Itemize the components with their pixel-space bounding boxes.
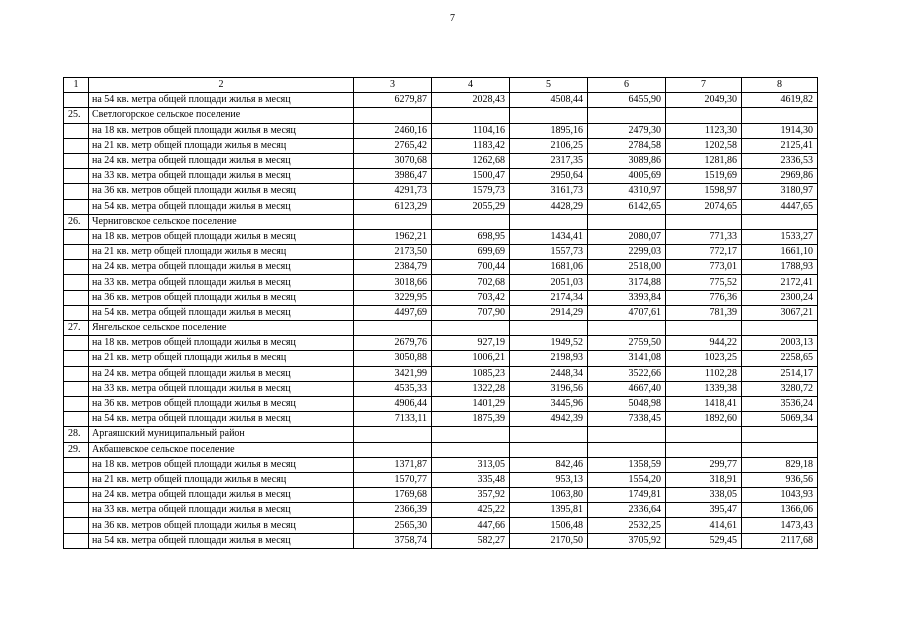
value-cell bbox=[588, 108, 666, 123]
row-label: на 21 кв. метр общей площади жилья в месяц bbox=[89, 138, 354, 153]
value-cell: 1043,93 bbox=[742, 488, 818, 503]
table-row bbox=[64, 138, 818, 153]
value-cell bbox=[742, 442, 818, 457]
value-cell: 4497,69 bbox=[354, 305, 432, 320]
row-label: на 21 кв. метр общей площади жилья в месяц bbox=[89, 245, 354, 260]
header-cell: 8 bbox=[742, 78, 818, 93]
value-cell: 3421,99 bbox=[354, 366, 432, 381]
value-cell: 3174,88 bbox=[588, 275, 666, 290]
value-cell: 702,68 bbox=[432, 275, 510, 290]
row-label: на 54 кв. метра общей площади жилья в месяц bbox=[89, 305, 354, 320]
table-row bbox=[64, 169, 818, 184]
value-cell: 2074,65 bbox=[666, 199, 742, 214]
row-label: на 54 кв. метра общей площади жилья в месяц bbox=[89, 199, 354, 214]
row-label: на 33 кв. метра общей площади жилья в месяц bbox=[89, 275, 354, 290]
value-cell: 1339,38 bbox=[666, 381, 742, 396]
value-cell bbox=[666, 214, 742, 229]
value-cell: 2336,53 bbox=[742, 153, 818, 168]
value-cell bbox=[742, 214, 818, 229]
value-cell: 3536,24 bbox=[742, 396, 818, 411]
row-label: на 54 кв. метра общей площади жилья в месяц bbox=[89, 533, 354, 548]
value-cell: 936,56 bbox=[742, 472, 818, 487]
value-cell: 1371,87 bbox=[354, 457, 432, 472]
value-cell bbox=[354, 427, 432, 442]
row-index bbox=[64, 457, 89, 472]
row-index: 29. bbox=[64, 442, 89, 457]
value-cell: 1962,21 bbox=[354, 229, 432, 244]
value-cell: 4428,29 bbox=[510, 199, 588, 214]
table-row bbox=[64, 199, 818, 214]
value-cell bbox=[588, 321, 666, 336]
value-cell: 2759,50 bbox=[588, 336, 666, 351]
value-cell: 2317,35 bbox=[510, 153, 588, 168]
value-cell bbox=[432, 442, 510, 457]
value-cell: 1281,86 bbox=[666, 153, 742, 168]
value-cell bbox=[510, 108, 588, 123]
value-cell: 1554,20 bbox=[588, 472, 666, 487]
value-cell: 2914,29 bbox=[510, 305, 588, 320]
value-cell bbox=[742, 427, 818, 442]
table-row bbox=[64, 518, 818, 533]
row-label: на 24 кв. метра общей площади жилья в месяц bbox=[89, 366, 354, 381]
row-label: на 21 кв. метр общей площади жилья в месяц bbox=[89, 472, 354, 487]
row-index: 27. bbox=[64, 321, 89, 336]
table-row bbox=[64, 184, 818, 199]
table-row bbox=[64, 412, 818, 427]
header-cell: 3 bbox=[354, 78, 432, 93]
row-label: на 18 кв. метров общей площади жилья в месяц bbox=[89, 123, 354, 138]
value-cell: 4291,73 bbox=[354, 184, 432, 199]
value-cell: 1681,06 bbox=[510, 260, 588, 275]
value-cell: 1769,68 bbox=[354, 488, 432, 503]
value-cell bbox=[588, 427, 666, 442]
value-cell: 4535,33 bbox=[354, 381, 432, 396]
row-index bbox=[64, 518, 89, 533]
value-cell bbox=[588, 442, 666, 457]
row-index bbox=[64, 169, 89, 184]
value-cell: 4310,97 bbox=[588, 184, 666, 199]
value-cell: 2170,50 bbox=[510, 533, 588, 548]
row-label: на 18 кв. метров общей площади жилья в месяц bbox=[89, 457, 354, 472]
value-cell: 1366,06 bbox=[742, 503, 818, 518]
value-cell: 425,22 bbox=[432, 503, 510, 518]
row-index bbox=[64, 381, 89, 396]
value-cell: 1358,59 bbox=[588, 457, 666, 472]
value-cell: 1183,42 bbox=[432, 138, 510, 153]
row-index bbox=[64, 275, 89, 290]
row-label: Акбашевское сельское поселение bbox=[89, 442, 354, 457]
value-cell: 2117,68 bbox=[742, 533, 818, 548]
value-cell: 3522,66 bbox=[588, 366, 666, 381]
row-index bbox=[64, 93, 89, 108]
value-cell: 2173,50 bbox=[354, 245, 432, 260]
value-cell bbox=[666, 442, 742, 457]
row-index bbox=[64, 199, 89, 214]
value-cell bbox=[432, 108, 510, 123]
value-cell: 2969,86 bbox=[742, 169, 818, 184]
row-index bbox=[64, 396, 89, 411]
value-cell bbox=[742, 108, 818, 123]
value-cell: 1102,28 bbox=[666, 366, 742, 381]
value-cell: 1085,23 bbox=[432, 366, 510, 381]
header-cell: 1 bbox=[64, 78, 89, 93]
row-index bbox=[64, 123, 89, 138]
value-cell: 1322,28 bbox=[432, 381, 510, 396]
value-cell bbox=[432, 427, 510, 442]
value-cell: 2028,43 bbox=[432, 93, 510, 108]
value-cell: 2299,03 bbox=[588, 245, 666, 260]
value-cell: 703,42 bbox=[432, 290, 510, 305]
row-label: на 54 кв. метра общей площади жилья в месяц bbox=[89, 93, 354, 108]
value-cell bbox=[354, 108, 432, 123]
value-cell: 2384,79 bbox=[354, 260, 432, 275]
row-index bbox=[64, 533, 89, 548]
value-cell: 7133,11 bbox=[354, 412, 432, 427]
value-cell: 771,33 bbox=[666, 229, 742, 244]
table-row bbox=[64, 488, 818, 503]
row-index bbox=[64, 290, 89, 305]
row-label: на 54 кв. метра общей площади жилья в месяц bbox=[89, 412, 354, 427]
value-cell: 2518,00 bbox=[588, 260, 666, 275]
value-cell: 1104,16 bbox=[432, 123, 510, 138]
value-cell: 4447,65 bbox=[742, 199, 818, 214]
value-cell: 7338,45 bbox=[588, 412, 666, 427]
row-index bbox=[64, 412, 89, 427]
value-cell: 1262,68 bbox=[432, 153, 510, 168]
value-cell: 2448,34 bbox=[510, 366, 588, 381]
table-row bbox=[64, 260, 818, 275]
page-number: 7 bbox=[450, 13, 455, 24]
value-cell: 1506,48 bbox=[510, 518, 588, 533]
value-cell: 582,27 bbox=[432, 533, 510, 548]
value-cell: 781,39 bbox=[666, 305, 742, 320]
row-index bbox=[64, 260, 89, 275]
table-row bbox=[64, 123, 818, 138]
table-row bbox=[64, 275, 818, 290]
value-cell: 698,95 bbox=[432, 229, 510, 244]
table-row bbox=[64, 290, 818, 305]
table-row bbox=[64, 93, 818, 108]
value-cell: 2080,07 bbox=[588, 229, 666, 244]
value-cell: 6142,65 bbox=[588, 199, 666, 214]
row-label: на 24 кв. метра общей площади жилья в месяц bbox=[89, 153, 354, 168]
value-cell: 3280,72 bbox=[742, 381, 818, 396]
value-cell: 1473,43 bbox=[742, 518, 818, 533]
header-cell: 2 bbox=[89, 78, 354, 93]
row-label: на 36 кв. метров общей площади жилья в месяц bbox=[89, 290, 354, 305]
value-cell: 2460,16 bbox=[354, 123, 432, 138]
value-cell: 1661,10 bbox=[742, 245, 818, 260]
value-cell: 3018,66 bbox=[354, 275, 432, 290]
value-cell: 3229,95 bbox=[354, 290, 432, 305]
value-cell: 772,17 bbox=[666, 245, 742, 260]
value-cell: 1570,77 bbox=[354, 472, 432, 487]
value-cell: 2258,65 bbox=[742, 351, 818, 366]
row-label: на 18 кв. метров общей площади жилья в месяц bbox=[89, 229, 354, 244]
value-cell: 1579,73 bbox=[432, 184, 510, 199]
section-row bbox=[64, 427, 818, 442]
value-cell: 3141,08 bbox=[588, 351, 666, 366]
value-cell: 1123,30 bbox=[666, 123, 742, 138]
value-cell: 4667,40 bbox=[588, 381, 666, 396]
header-row bbox=[64, 78, 818, 93]
value-cell: 2532,25 bbox=[588, 518, 666, 533]
value-cell: 700,44 bbox=[432, 260, 510, 275]
value-cell: 6279,87 bbox=[354, 93, 432, 108]
row-label: Черниговское сельское поселение bbox=[89, 214, 354, 229]
value-cell: 1418,41 bbox=[666, 396, 742, 411]
row-label: Янгельское сельское поселение bbox=[89, 321, 354, 336]
value-cell: 2679,76 bbox=[354, 336, 432, 351]
table-row bbox=[64, 533, 818, 548]
value-cell: 529,45 bbox=[666, 533, 742, 548]
table-row bbox=[64, 366, 818, 381]
section-row bbox=[64, 321, 818, 336]
table-row bbox=[64, 472, 818, 487]
value-cell bbox=[354, 321, 432, 336]
value-cell bbox=[510, 442, 588, 457]
value-cell: 3180,97 bbox=[742, 184, 818, 199]
row-index: 26. bbox=[64, 214, 89, 229]
row-index bbox=[64, 336, 89, 351]
table-row bbox=[64, 457, 818, 472]
value-cell bbox=[510, 214, 588, 229]
row-label: на 36 кв. метров общей площади жилья в месяц bbox=[89, 518, 354, 533]
value-cell: 4906,44 bbox=[354, 396, 432, 411]
value-cell: 775,52 bbox=[666, 275, 742, 290]
value-cell: 1063,80 bbox=[510, 488, 588, 503]
value-cell: 1788,93 bbox=[742, 260, 818, 275]
header-cell: 7 bbox=[666, 78, 742, 93]
row-label: на 24 кв. метра общей площади жилья в месяц bbox=[89, 488, 354, 503]
value-cell: 2198,93 bbox=[510, 351, 588, 366]
table-row bbox=[64, 351, 818, 366]
section-row bbox=[64, 214, 818, 229]
row-label: на 18 кв. метров общей площади жилья в месяц bbox=[89, 336, 354, 351]
row-index bbox=[64, 229, 89, 244]
value-cell: 3758,74 bbox=[354, 533, 432, 548]
value-cell: 829,18 bbox=[742, 457, 818, 472]
value-cell: 2125,41 bbox=[742, 138, 818, 153]
row-label: на 24 кв. метра общей площади жилья в месяц bbox=[89, 260, 354, 275]
value-cell: 318,91 bbox=[666, 472, 742, 487]
value-cell: 1519,69 bbox=[666, 169, 742, 184]
value-cell: 4005,69 bbox=[588, 169, 666, 184]
value-cell: 5048,98 bbox=[588, 396, 666, 411]
value-cell: 2055,29 bbox=[432, 199, 510, 214]
value-cell: 1914,30 bbox=[742, 123, 818, 138]
row-index bbox=[64, 305, 89, 320]
value-cell: 1875,39 bbox=[432, 412, 510, 427]
row-index bbox=[64, 366, 89, 381]
table-row bbox=[64, 305, 818, 320]
row-index bbox=[64, 153, 89, 168]
value-cell bbox=[666, 427, 742, 442]
value-cell: 1533,27 bbox=[742, 229, 818, 244]
row-label: Аргаяшский муниципальный район bbox=[89, 427, 354, 442]
header-cell: 6 bbox=[588, 78, 666, 93]
table-row bbox=[64, 396, 818, 411]
section-row bbox=[64, 442, 818, 457]
value-cell: 1557,73 bbox=[510, 245, 588, 260]
value-cell bbox=[742, 321, 818, 336]
table-row bbox=[64, 381, 818, 396]
value-cell bbox=[666, 108, 742, 123]
value-cell: 3986,47 bbox=[354, 169, 432, 184]
value-cell: 6455,90 bbox=[588, 93, 666, 108]
table-row bbox=[64, 245, 818, 260]
value-cell: 3161,73 bbox=[510, 184, 588, 199]
value-cell: 2366,39 bbox=[354, 503, 432, 518]
value-cell: 2514,17 bbox=[742, 366, 818, 381]
value-cell: 4619,82 bbox=[742, 93, 818, 108]
row-index bbox=[64, 351, 89, 366]
value-cell: 1023,25 bbox=[666, 351, 742, 366]
value-cell: 447,66 bbox=[432, 518, 510, 533]
value-cell: 953,13 bbox=[510, 472, 588, 487]
value-cell: 842,46 bbox=[510, 457, 588, 472]
value-cell: 357,92 bbox=[432, 488, 510, 503]
table-row bbox=[64, 503, 818, 518]
value-cell: 2300,24 bbox=[742, 290, 818, 305]
value-cell: 2784,58 bbox=[588, 138, 666, 153]
value-cell bbox=[666, 321, 742, 336]
value-cell: 2051,03 bbox=[510, 275, 588, 290]
value-cell: 2174,34 bbox=[510, 290, 588, 305]
value-cell: 4707,61 bbox=[588, 305, 666, 320]
value-cell: 1434,41 bbox=[510, 229, 588, 244]
header-cell: 5 bbox=[510, 78, 588, 93]
row-index bbox=[64, 184, 89, 199]
value-cell: 2003,13 bbox=[742, 336, 818, 351]
value-cell: 2336,64 bbox=[588, 503, 666, 518]
row-label: Светлогорское сельское поселение bbox=[89, 108, 354, 123]
row-index bbox=[64, 472, 89, 487]
value-cell: 2950,64 bbox=[510, 169, 588, 184]
row-label: на 33 кв. метра общей площади жилья в месяц bbox=[89, 503, 354, 518]
value-cell: 4942,39 bbox=[510, 412, 588, 427]
value-cell: 776,36 bbox=[666, 290, 742, 305]
tariff-table bbox=[63, 77, 818, 549]
value-cell: 1892,60 bbox=[666, 412, 742, 427]
value-cell: 3067,21 bbox=[742, 305, 818, 320]
section-row bbox=[64, 108, 818, 123]
table-row bbox=[64, 229, 818, 244]
value-cell: 1006,21 bbox=[432, 351, 510, 366]
row-label: на 33 кв. метра общей площади жилья в месяц bbox=[89, 381, 354, 396]
value-cell: 6123,29 bbox=[354, 199, 432, 214]
value-cell: 2172,41 bbox=[742, 275, 818, 290]
value-cell: 773,01 bbox=[666, 260, 742, 275]
value-cell: 1895,16 bbox=[510, 123, 588, 138]
value-cell: 3089,86 bbox=[588, 153, 666, 168]
row-label: на 33 кв. метра общей площади жилья в месяц bbox=[89, 169, 354, 184]
value-cell: 3050,88 bbox=[354, 351, 432, 366]
row-index bbox=[64, 245, 89, 260]
row-index bbox=[64, 138, 89, 153]
row-index: 25. bbox=[64, 108, 89, 123]
header-cell: 4 bbox=[432, 78, 510, 93]
value-cell bbox=[354, 442, 432, 457]
row-index bbox=[64, 488, 89, 503]
value-cell: 1598,97 bbox=[666, 184, 742, 199]
value-cell: 313,05 bbox=[432, 457, 510, 472]
value-cell bbox=[510, 321, 588, 336]
value-cell: 4508,44 bbox=[510, 93, 588, 108]
value-cell: 699,69 bbox=[432, 245, 510, 260]
value-cell: 944,22 bbox=[666, 336, 742, 351]
value-cell: 1749,81 bbox=[588, 488, 666, 503]
value-cell: 3070,68 bbox=[354, 153, 432, 168]
value-cell: 3705,92 bbox=[588, 533, 666, 548]
value-cell: 5069,34 bbox=[742, 412, 818, 427]
value-cell: 1949,52 bbox=[510, 336, 588, 351]
value-cell: 1202,58 bbox=[666, 138, 742, 153]
row-index bbox=[64, 503, 89, 518]
value-cell bbox=[432, 214, 510, 229]
value-cell: 395,47 bbox=[666, 503, 742, 518]
value-cell: 335,48 bbox=[432, 472, 510, 487]
row-index: 28. bbox=[64, 427, 89, 442]
value-cell: 2049,30 bbox=[666, 93, 742, 108]
row-label: на 36 кв. метров общей площади жилья в месяц bbox=[89, 184, 354, 199]
value-cell: 1500,47 bbox=[432, 169, 510, 184]
row-label: на 36 кв. метров общей площади жилья в месяц bbox=[89, 396, 354, 411]
table-row bbox=[64, 153, 818, 168]
value-cell: 2479,30 bbox=[588, 123, 666, 138]
value-cell: 1395,81 bbox=[510, 503, 588, 518]
value-cell: 2106,25 bbox=[510, 138, 588, 153]
value-cell: 3445,96 bbox=[510, 396, 588, 411]
value-cell: 3196,56 bbox=[510, 381, 588, 396]
value-cell bbox=[432, 321, 510, 336]
table-row bbox=[64, 336, 818, 351]
value-cell: 2765,42 bbox=[354, 138, 432, 153]
value-cell bbox=[588, 214, 666, 229]
value-cell: 299,77 bbox=[666, 457, 742, 472]
value-cell: 3393,84 bbox=[588, 290, 666, 305]
value-cell: 1401,29 bbox=[432, 396, 510, 411]
value-cell: 2565,30 bbox=[354, 518, 432, 533]
value-cell: 927,19 bbox=[432, 336, 510, 351]
value-cell: 707,90 bbox=[432, 305, 510, 320]
row-label: на 21 кв. метр общей площади жилья в месяц bbox=[89, 351, 354, 366]
value-cell bbox=[510, 427, 588, 442]
value-cell: 338,05 bbox=[666, 488, 742, 503]
value-cell: 414,61 bbox=[666, 518, 742, 533]
value-cell bbox=[354, 214, 432, 229]
